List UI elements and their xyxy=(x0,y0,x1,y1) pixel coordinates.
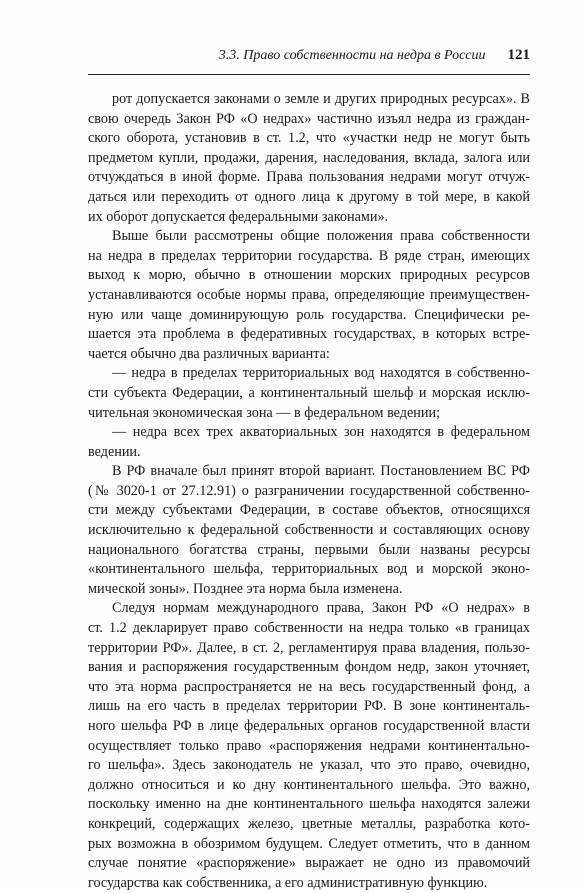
text-line: осуществляет только право «распоряжения недрами континентально- xyxy=(88,737,530,754)
text-line: выход к морю, обычно в отношении морских природных ресурсов xyxy=(88,267,530,284)
text-line: даться или переходить от одного лица к другому в той мере, в какой xyxy=(88,188,530,205)
text-line: — недра всех трех акваториальных зон находятся в федеральном xyxy=(112,424,530,441)
page-number: 121 xyxy=(507,47,530,63)
text-line: предметом купли, продажи, дарения, наследования, вклада, залога или xyxy=(88,149,530,166)
paragraph xyxy=(88,364,530,423)
text-line: рот допускается законами о земле и других природных ресурсах». В xyxy=(112,91,530,107)
paragraph xyxy=(88,90,530,227)
text-line: Следуя нормам международного права, Закон РФ «О недрах» в xyxy=(112,600,530,617)
text-line: ного шельфа РФ в лице федеральных органов государственной власти xyxy=(88,718,530,734)
text-line: сти между субъектами Федерации, в составе объектов, относящихся xyxy=(88,502,530,519)
text-line: на недра в пределах территории государства. В ряде стран, имеющих xyxy=(88,247,530,264)
text-line: «континентального шельфа, территориальных вод и морской эконо- xyxy=(88,561,530,578)
paragraph xyxy=(88,227,530,364)
text-line: В РФ вначале был принят второй вариант. Постановлением ВС РФ xyxy=(112,463,530,480)
text-line: го шельфа». Здесь законодатель не указал, что это право, очевидно, xyxy=(88,757,530,774)
text-line: шается эта проблема в федеративных государствах, в которых встре- xyxy=(88,326,530,343)
text-line: ст. 1.2 декларирует право собственности на недра только «в границах xyxy=(88,620,530,637)
text-line: должно относиться и ко дну континентального шельфа. Это важно, xyxy=(88,776,530,793)
text-line: устанавливаются особые нормы права, определяющие преимуществен- xyxy=(88,286,530,303)
text-line: ского оборота, установив в ст. 1.2, что «участки недр не могут быть xyxy=(88,130,530,147)
text-line: ную или чаще доминирующую роль государства. Специфически ре- xyxy=(88,306,530,323)
text-line: конкреций, содержащих железо, цветные металлы, разработка кото- xyxy=(88,815,530,832)
running-head: 3.3. Право собственности на недра в России xyxy=(218,48,486,63)
text-line: поскольку именно на дне континентального шельфа находятся залежи xyxy=(88,796,530,813)
text-line: что эта норма распространяется не на весь государственный фонд, а xyxy=(88,678,530,695)
text-line: национального богатства страны, первыми были названы ресурсы xyxy=(88,541,530,558)
text-body xyxy=(88,90,530,893)
paragraph xyxy=(88,423,530,462)
text-line: рых возможна в обозримом будущем. Следует отметить, что в данном xyxy=(88,835,530,852)
text-line: случае понятие «распоряжение» выражает не одно из правомочий xyxy=(88,855,530,872)
text-line: отчуждаться в иной форме. Права пользования недрами могут отчуж- xyxy=(88,169,530,186)
text-line: свою очередь Закон РФ «О недрах» частично изъял недра из граждан- xyxy=(88,110,530,127)
text-line: лишь на его часть в пределах территории РФ. В зоне континенталь- xyxy=(88,698,530,715)
text-line: государства как собственника, а его административную функцию. xyxy=(88,874,488,891)
text-line: Выше были рассмотрены общие положения права собственности xyxy=(112,228,530,245)
text-line: (№ 3020-1 от 27.12.91) о разграничении государственной собственно- xyxy=(88,482,530,499)
text-line: чительная экономическая зона — в федеральном ведении; xyxy=(88,404,441,421)
header-rule xyxy=(88,74,530,75)
page-header xyxy=(88,47,530,69)
text-line: территории РФ». Далее, в ст. 2, регламентируя права владения, пользо- xyxy=(88,639,530,656)
paragraph xyxy=(88,462,530,599)
paragraph xyxy=(88,599,530,893)
text-line: сти субъекта Федерации, а континентальный шельф и морская исклю- xyxy=(88,384,530,401)
text-line: исключительно к федеральной собственности и составляющих основу xyxy=(88,522,530,539)
text-line: вания и распоряжения государственным фондом недр, закон уточняет, xyxy=(88,659,530,676)
text-line: мической зоны». Позднее эта норма была изменена. xyxy=(88,580,403,597)
text-line: чается обычно два различных варианта: xyxy=(88,345,330,362)
text-line: — недра в пределах территориальных вод находятся в собственно- xyxy=(112,365,530,382)
text-line: их оборот допускается федеральными законами». xyxy=(88,208,389,225)
text-line: ведении. xyxy=(88,443,141,460)
